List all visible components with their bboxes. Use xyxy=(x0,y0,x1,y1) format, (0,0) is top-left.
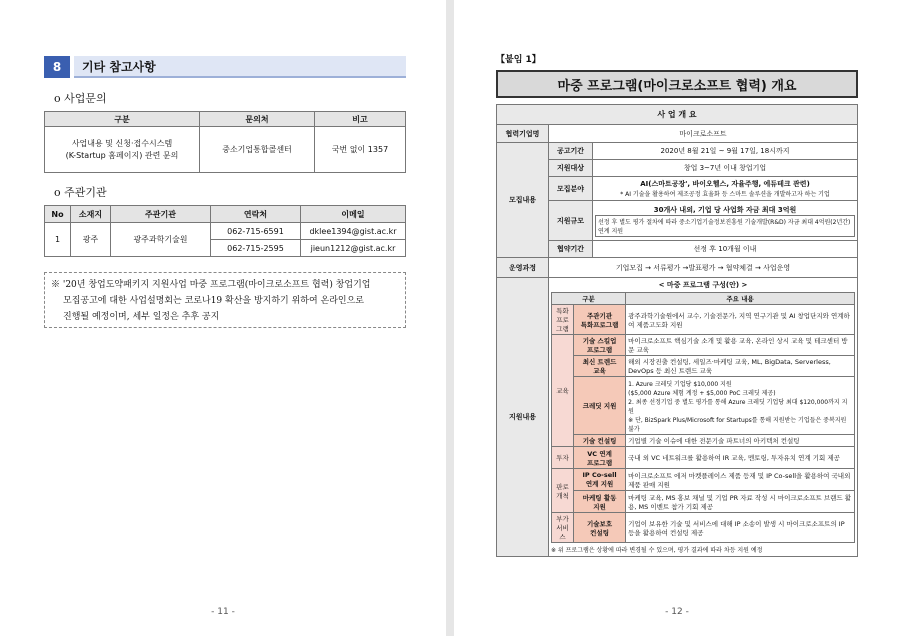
page-number: - 12 - xyxy=(665,607,689,617)
host-header-region: 소재지 xyxy=(71,206,111,223)
field-value: AI(스마트공장', 바이오헬스, 자율주행, 에듀테크 관련) xyxy=(640,180,810,188)
host-phone: 062-715-6591 xyxy=(211,223,301,240)
host-email[interactable]: dklee1394@gist.ac.kr xyxy=(301,223,406,240)
partner-value: 마이크로소프트 xyxy=(549,125,858,143)
invest-category: 투자 xyxy=(552,447,574,469)
host-header-no: No xyxy=(45,206,71,223)
inquiry-table xyxy=(44,111,406,173)
announce-label: 공고기간 xyxy=(549,143,593,160)
extra-category: 부가 서비스 xyxy=(552,513,574,543)
note-line: ※ '20년 창업도약패키지 지원사업 마중 프로그램(마이크로소프트 협력) 창업기업 xyxy=(51,280,371,290)
invest-sub: VC 연계 프로그램 xyxy=(574,447,626,469)
scale-label: 지원규모 xyxy=(549,201,593,241)
market-desc: 마이크로소프트 에저 마켓플레이스 제품 등재 및 IP Co-sell을 활용하여 국내외 제품 판매 지원 xyxy=(626,469,855,491)
field-note: * AI 기술을 활용하여 제조공정 효율화 등 스마트 솔루션을 개발하고자 하는 기업 xyxy=(620,191,830,198)
operation-label: 운영과정 xyxy=(497,258,549,278)
extra-desc: 기업이 보유한 기술 및 서비스에 대해 IP 소송이 발생 시 마이크로소프트의 IP 등을 활용하여 컨설팅 제공 xyxy=(626,513,855,543)
section-header xyxy=(44,56,406,78)
program-title: 마중 프로그램(마이크로소프트 협력) 개요 xyxy=(496,70,858,98)
inquiry-header-contact: 문의처 xyxy=(200,112,315,127)
market-desc: 마케팅 교육, MS 홍보 채널 및 기업 PR 자료 작성 시 마이크로소프트 브랜드 활용, MS 이벤트 참가 기회 제공 xyxy=(626,491,855,513)
program-footnote: ※ 위 프로그램은 상황에 따라 변경될 수 있으며, 평가 결과에 따라 차등 지원 예정 xyxy=(551,547,763,554)
special-category: 특화 프로 그램 xyxy=(552,305,574,335)
section-title: 기타 참고사항 xyxy=(74,56,406,78)
edu-desc: 해외 시장진출 컨설팅, 세일즈·마케팅 교육, ML, BigData, Serverless, DevOps 등 최신 트렌드 교육 xyxy=(626,356,855,377)
extra-sub: 기술보호 컨설팅 xyxy=(574,513,626,543)
edu-sub: 최신 트렌드 교육 xyxy=(574,356,626,377)
special-sub: 주관기관 특화프로그램 xyxy=(574,305,626,335)
edu-desc: 기업별 기술 이슈에 대한 전문기술 파트너의 아키텍처 컨설팅 xyxy=(626,435,855,447)
inner-header-category: 구분 xyxy=(552,293,626,305)
host-header-phone: 연락처 xyxy=(211,206,301,223)
field-label: 모집분야 xyxy=(549,177,593,201)
host-header-email: 이메일 xyxy=(301,206,406,223)
overview-table xyxy=(496,104,858,557)
host-no: 1 xyxy=(45,223,71,257)
special-desc: 광주과학기술원에서 교수, 기술전문가, 지역 연구기관 및 AI 창업단지와 연계하여 제품고도화 지원 xyxy=(626,305,855,335)
inquiry-heading: o 사업문의 xyxy=(54,92,107,105)
note-line: 진행될 예정이며, 세부 일정은 추후 공지 xyxy=(63,312,220,322)
host-phone: 062-715-2595 xyxy=(211,240,301,257)
operation-value: 기업모집 → 서류평가 →발표평가 → 협약체결 → 사업운영 xyxy=(549,258,858,278)
target-label: 지원대상 xyxy=(549,160,593,177)
edu-category: 교육 xyxy=(552,335,574,447)
market-sub: 마케팅 활동 지원 xyxy=(574,491,626,513)
page-number: - 11 - xyxy=(211,607,235,617)
inquiry-category: 사업내용 및 신청·접수시스템 (K-Startup 홈페이지) 관련 문의 xyxy=(45,127,200,173)
edu-sub: 기술 스킬업 프로그램 xyxy=(574,335,626,356)
inquiry-contact: 중소기업통합콜센터 xyxy=(200,127,315,173)
host-region: 광주 xyxy=(71,223,111,257)
section-number: 8 xyxy=(44,56,70,78)
host-heading: o 주관기관 xyxy=(54,186,107,199)
briefing-note xyxy=(44,272,406,328)
inquiry-header-remark: 비고 xyxy=(315,112,406,127)
scale-value: 30개사 내외, 기업 당 사업화 자금 최대 3억원 xyxy=(653,205,797,214)
market-sub: IP Co-sell 연계 지원 xyxy=(574,469,626,491)
host-header-org: 주관기관 xyxy=(111,206,211,223)
inner-header-content: 주요 내용 xyxy=(626,293,855,305)
target-value: 창업 3~7년 이내 창업기업 xyxy=(593,160,858,177)
program-composition-title: < 마중 프로그램 구성(안) > xyxy=(658,281,748,289)
edu-sub: 기술 컨설팅 xyxy=(574,435,626,447)
overview-header: 사 업 개 요 xyxy=(497,105,858,125)
partner-label: 협력기업명 xyxy=(497,125,549,143)
inquiry-remark: 국번 없이 1357 xyxy=(315,127,406,173)
host-table xyxy=(44,205,406,257)
scale-note: 선정 후 별도 평가 절차에 따라 중소기업기술정보진흥원 기술개발(R&D) 자금 최대 4억원(2년간) 연계 지원 xyxy=(595,215,855,237)
edu-desc: 마이크로소프트 핵심기술 소개 및 활용 교육, 온라인 상시 교육 및 테크센터 방문 교육 xyxy=(626,335,855,356)
invest-desc: 국내 외 VC 네트워크를 활용하여 IR 교육, 멘토링, 투자유치 연계 기회 제공 xyxy=(626,447,855,469)
market-category: 판로 개척 xyxy=(552,469,574,513)
support-label: 지원내용 xyxy=(497,278,549,557)
host-email[interactable]: jieun1212@gist.ac.kr xyxy=(301,240,406,257)
announce-value: 2020년 8월 21일 ~ 9월 17일, 18시까지 xyxy=(593,143,858,160)
edu-desc: 1. Azure 크레딧 기업당 $10,000 지원 ($5,000 Azure 체험 계정 + $5,000 PoC 크레딧 제공) 2. 최종 선정기업 중 별도 평가를 통해 Azure 크레딧 기업당 최대 $120,000까지 지원 ※ 단, BizSpark Plus/Microsoft for Startups를 통해 지원받는 기업들은 중복지원 불가 xyxy=(626,377,855,435)
agreement-label: 협약기간 xyxy=(549,241,593,258)
attachment-label: 【붙임 1】 xyxy=(496,55,541,65)
right-page xyxy=(454,0,900,636)
left-page xyxy=(0,0,446,636)
page-gutter xyxy=(446,0,454,636)
host-org: 광주과학기술원 xyxy=(111,223,211,257)
note-line: 모집공고에 대한 사업설명회는 코로나19 확산을 방지하기 위하여 온라인으로 xyxy=(63,296,364,306)
inquiry-header-category: 구분 xyxy=(45,112,200,127)
program-table xyxy=(551,292,855,543)
agreement-value: 선정 후 10개월 이내 xyxy=(593,241,858,258)
edu-sub: 크레딧 지원 xyxy=(574,377,626,435)
recruit-label: 모집내용 xyxy=(497,143,549,258)
